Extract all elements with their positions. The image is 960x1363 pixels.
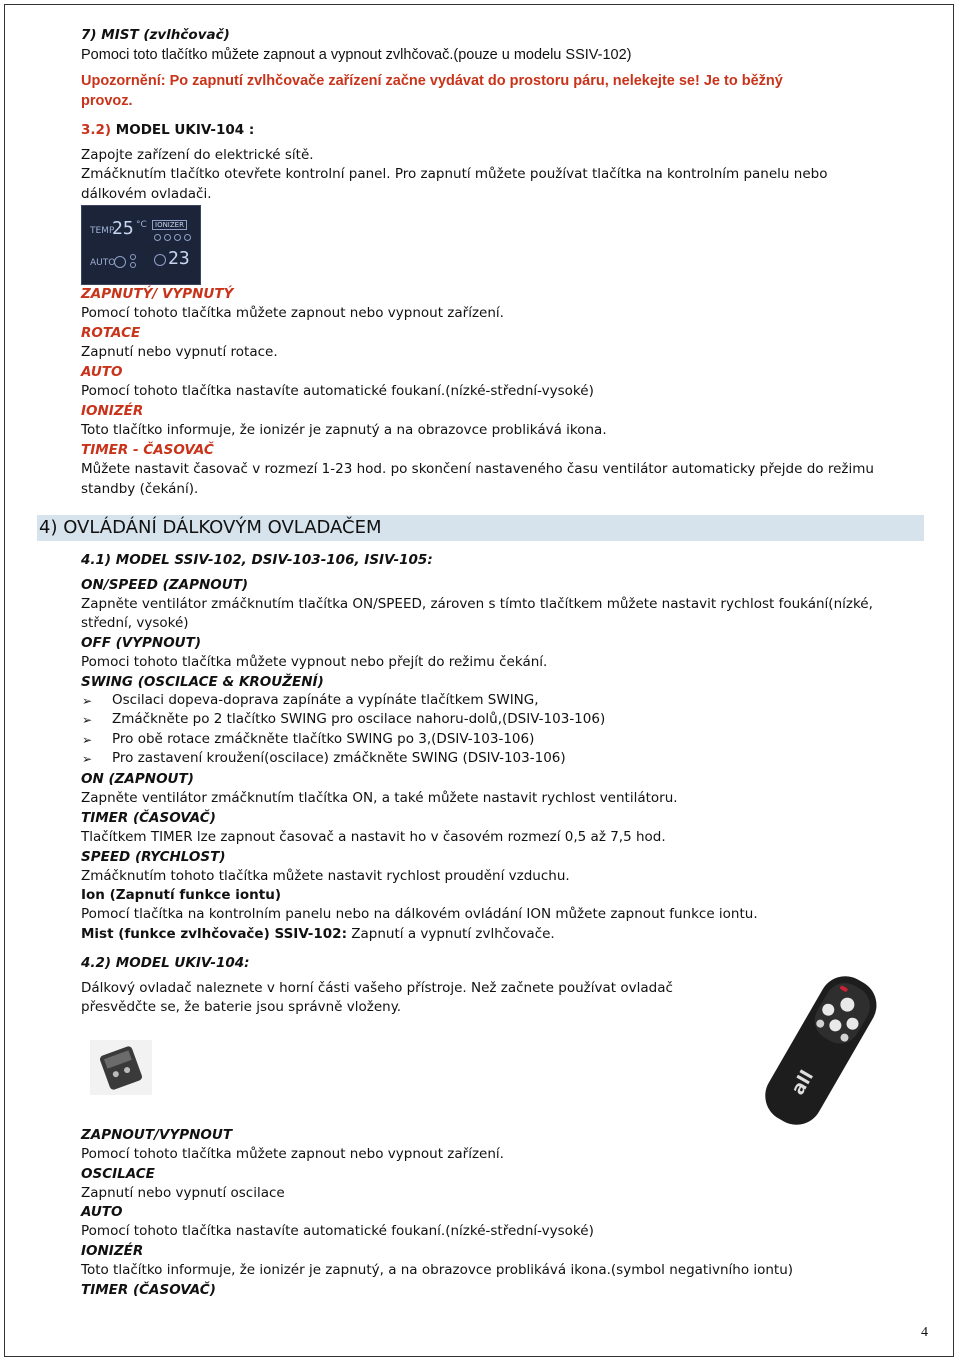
s42-line-1: Dálkový ovladač naleznete v horní části vašeho přístroje. Než začnete používat ovladač xyxy=(81,980,673,996)
item-title: TIMER - ČASOVAČ xyxy=(81,442,214,458)
item-text: Pomocí tohoto tlačítka můžete zapnout nebo vypnout zařízení. xyxy=(81,305,504,321)
arrow-bullet-icon: ➢ xyxy=(82,733,93,747)
speed-title: SPEED (RYCHLOST) xyxy=(81,849,226,865)
s32-line-2: Zmáčknutím tlačítko otevřete kontrolní panel. Pro zapnutí můžete používat tlačítka na kontrolním panelu nebo xyxy=(81,166,828,182)
warning-line-2: provoz. xyxy=(81,93,133,109)
timer-text: Tlačítkem TIMER lze zapnout časovač a nastavit ho v časovém rozmezí 0,5 až 7,5 hod. xyxy=(81,829,666,845)
swing-bullet: Oscilaci dopeva-doprava zapínáte a vypínáte tlačítkem SWING, xyxy=(112,692,539,708)
s32-line-3: dálkovém ovladači. xyxy=(81,186,212,202)
swing-bullet: Pro zastavení kroužení(oscilace) zmáčkněte SWING (DSIV-103-106) xyxy=(112,750,566,766)
swing-bullet: Zmáčkněte po 2 tlačítko SWING pro oscilace nahoru-dolů,(DSIV-103-106) xyxy=(112,711,606,727)
panel-temp-label: TEMP xyxy=(90,226,115,236)
section-3-2-title: MODEL UKIV-104 : xyxy=(111,122,255,138)
section-3-2-heading xyxy=(81,121,254,141)
page-number: 4 xyxy=(921,1325,928,1340)
item2-title: TIMER (ČASOVAČ) xyxy=(81,1282,216,1298)
off-text: Pomoci tohoto tlačítka můžete vypnout nebo přejít do režimu čekání. xyxy=(81,654,548,670)
ion-text: Pomocí tlačítka na kontrolním panelu nebo na dálkovém ovládání ION můžete zapnout funkce iontu. xyxy=(81,906,758,922)
item-title: IONIZÉR xyxy=(81,403,144,419)
swing-title: SWING (OSCILACE & KROUŽENÍ) xyxy=(81,674,324,690)
section-4-1-heading: 4.1) MODEL SSIV-102, DSIV-103-106, ISIV-105: xyxy=(81,552,433,568)
panel-temp-value: 25 xyxy=(112,218,134,239)
section-4-2-heading: 4.2) MODEL UKIV-104: xyxy=(81,955,250,971)
section-4-title: 4) OVLÁDÁNÍ DÁLKOVÝM OVLADAČEM xyxy=(39,517,382,538)
on-text: Zapněte ventilátor zmáčknutím tlačítka ON, a také můžete nastavit rychlost ventilátoru. xyxy=(81,790,678,806)
arrow-bullet-icon: ➢ xyxy=(82,694,93,708)
mist-line xyxy=(81,925,555,945)
item-text: Toto tlačítko informuje, že ionizér je zapnutý a na obrazovce problikává ikona. xyxy=(81,422,607,438)
item2-title: AUTO xyxy=(81,1204,123,1220)
item2-title: IONIZÉR xyxy=(81,1243,144,1259)
timer-title: TIMER (ČASOVAČ) xyxy=(81,810,216,826)
ion-title: Ion (Zapnutí funkce iontu) xyxy=(81,887,282,903)
speed-text: Zmáčknutím tohoto tlačítka můžete nastavit rychlost proudění vzduchu. xyxy=(81,868,570,884)
on-speed-line-1: Zapněte ventilátor zmáčknutím tlačítka ON/SPEED, zároven s tímto tlačítkem můžete nastavit rychlost foukání(nízké, xyxy=(81,596,873,612)
on-speed-title: ON/SPEED (ZAPNOUT) xyxy=(81,577,249,593)
fan-icon xyxy=(114,256,126,268)
item-title: ROTACE xyxy=(81,325,141,341)
item-text: Zapnutí nebo vypnutí rotace. xyxy=(81,344,278,360)
panel-dot-icon xyxy=(154,234,161,241)
mist-heading: 7) MIST (zvlhčovač) xyxy=(81,27,230,43)
item2-text: Zapnutí nebo vypnutí oscilace xyxy=(81,1185,285,1201)
off-title: OFF (VYPNOUT) xyxy=(81,635,202,651)
item2-text: Pomocí tohoto tlačítka nastavíte automatické foukaní.(nízké-střední-vysoké) xyxy=(81,1223,594,1239)
section-4-heading xyxy=(37,515,924,541)
arrow-bullet-icon: ➢ xyxy=(82,752,93,766)
large-remote-image xyxy=(740,975,900,1125)
panel-auto-label: AUTO xyxy=(90,258,116,268)
clock-icon xyxy=(154,254,166,266)
panel-dot-icon xyxy=(174,234,181,241)
s42-line-2: přesvědčte se, že baterie jsou správně vloženy. xyxy=(81,999,402,1015)
on-title: ON (ZAPNOUT) xyxy=(81,771,194,787)
item-text: Můžete nastavit časovač v rozmezí 1-23 hod. po skončení nastaveného času ventilátor automaticky přejde do režimu xyxy=(81,461,874,477)
mist-description: Zapnutí a vypnutí zvlhčovače. xyxy=(346,926,555,942)
s32-line-1: Zapojte zařízení do elektrické sítě. xyxy=(81,147,314,163)
item2-text: Pomocí tohoto tlačítka můžete zapnout nebo vypnout zařízení. xyxy=(81,1146,504,1162)
small-remote-image xyxy=(86,1030,156,1100)
speed-indicator-icon xyxy=(130,262,136,268)
item-title: AUTO xyxy=(81,364,123,380)
remote-brand-logo: all xyxy=(787,1066,819,1099)
warning-line-1: Upozornění: Po zapnutí zvlhčovače zařízení začne vydávat do prostoru páru, nelekejte se! Je to běžný xyxy=(81,73,783,89)
section-3-2-number: 3.2) xyxy=(81,122,112,138)
item2-text: Toto tlačítko informuje, že ionizér je zapnutý, a na obrazovce problikává ikona.(symbol negativního iontu) xyxy=(81,1262,794,1278)
speed-indicator-icon xyxy=(130,254,136,260)
control-panel-image xyxy=(81,205,201,285)
item-text-continued: standby (čekání). xyxy=(81,481,199,497)
item2-title: ZAPNOUT/VYPNOUT xyxy=(81,1127,233,1143)
item2-title: OSCILACE xyxy=(81,1166,155,1182)
swing-bullet: Pro obě rotace zmáčkněte tlačítko SWING po 3,(DSIV-103-106) xyxy=(112,731,535,747)
panel-unit: °C xyxy=(136,220,147,230)
item-title: ZAPNUTÝ/ VYPNUTÝ xyxy=(81,286,234,302)
on-speed-line-2: střední, vysoké) xyxy=(81,615,189,631)
mist-text: Pomoci toto tlačítko můžete zapnout a vypnout zvlhčovač.(pouze u modelu SSIV-102) xyxy=(81,47,632,63)
item-text: Pomocí tohoto tlačítka nastavíte automatické foukaní.(nízké-střední-vysoké) xyxy=(81,383,594,399)
panel-timer-value: 23 xyxy=(168,248,190,269)
panel-dot-icon xyxy=(164,234,171,241)
panel-dot-icon xyxy=(184,234,191,241)
panel-ionizer-label: IONIZER xyxy=(152,220,187,230)
arrow-bullet-icon: ➢ xyxy=(82,713,93,727)
mist-bold-label: Mist (funkce zvlhčovače) SSIV-102: xyxy=(81,926,347,942)
